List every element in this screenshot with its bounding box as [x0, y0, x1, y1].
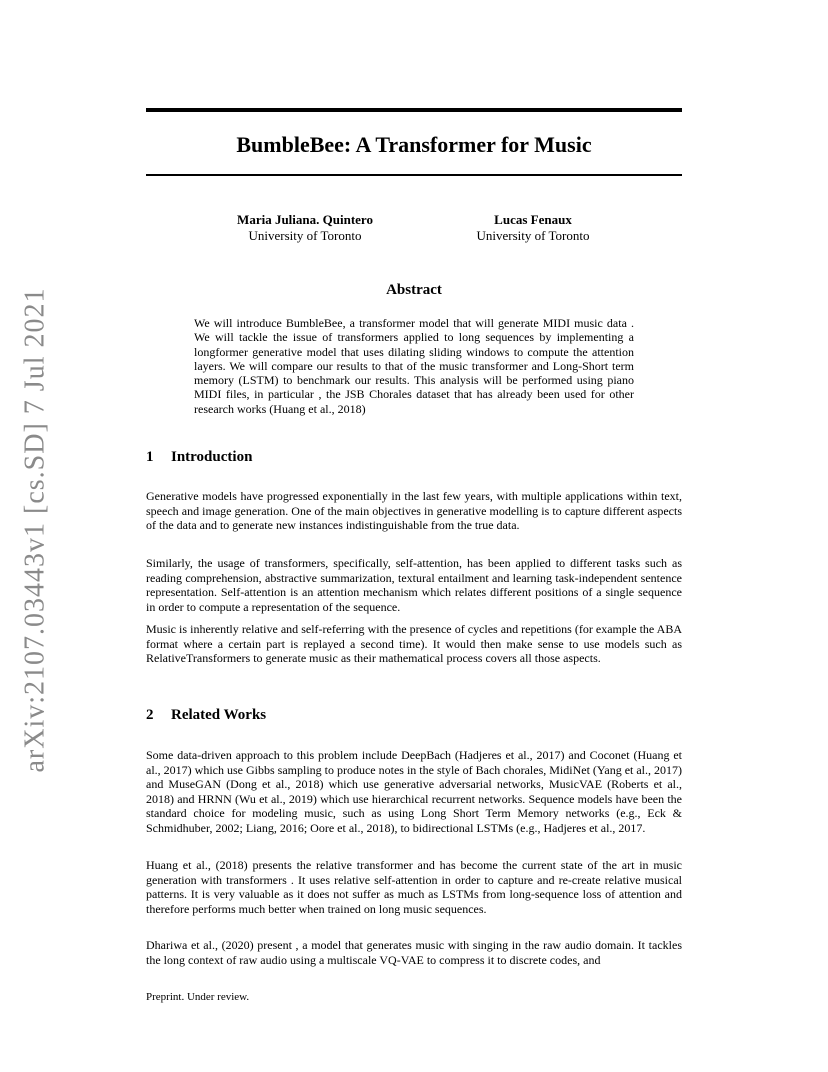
author-block-2	[455, 212, 611, 244]
paragraph: Some data-driven approach to this problem include DeepBach (Hadjeres et al., 2017) and Coconet (Huang et al., 2017) which use Gibbs sampling to produce notes in the style of Bach chorales, MidiNet (Yang et al., 2017) and MuseGAN (Dong et al., 2018) which use generative adversarial networks, MusicVAE (Roberts et al., 2018) and HRNN (Wu et al., 2019) which use hierarchical recurrent networks. Sequence models have been the standard choice for modeling music, such as using Long Short Term Memory networks (e.g., Eck & Schmidhuber, 2002; Liang, 2016; Oore et al., 2018), to bidirectional LSTMs (e.g., Hadjeres et al., 2017.	[146, 748, 683, 835]
section-title: Introduction	[171, 449, 253, 465]
paragraph: Generative models have progressed exponentially in the last few years, with multiple applications within text, speech and image generation. One of the main objectives in generative modelling is to capture different aspects of the data and to generate new instances indistinguishable from the true data.	[146, 489, 682, 533]
section-number: 2	[146, 707, 154, 723]
section-title: Related Works	[171, 707, 267, 723]
footer-note: Preprint. Under review.	[146, 991, 250, 1003]
paragraph: Huang et al., (2018) presents the relative transformer and has become the current state of the art in music generation with transformers . It uses relative self-attention in order to capture and re-create relative musical patterns. It is very valuable as it does not suffer as much as LSTMs from long-sequence loss of attention and therefore performs much better when trained on long music sequences.	[146, 858, 682, 916]
title-rule-top	[146, 108, 682, 112]
author-block-1	[220, 212, 390, 244]
abstract-heading: Abstract	[386, 282, 442, 298]
section-heading-introduction	[146, 448, 252, 466]
arxiv-stamp-text: arXiv:2107.03443v1 [cs.SD] 7 Jul 2021	[19, 287, 51, 773]
arxiv-stamp	[10, 287, 60, 773]
author-name: Lucas Fenaux	[494, 212, 572, 227]
section-number: 1	[146, 449, 154, 465]
abstract-text: We will introduce BumbleBee, a transformer model that will generate MIDI music data . We will tackle the issue of transformers applied to long sequences by implementing a longformer generative model that uses dilating sliding windows to compute the attention layers. We will compare our results to that of the music transformer and Long-Short term memory (LSTM) to benchmark our results. This analysis will be performed using piano MIDI files, in particular , the JSB Chorales dataset that has already been used for other research works (Huang et al., 2018)	[194, 316, 634, 416]
section-heading-related-works	[146, 706, 266, 724]
title-rule-bottom	[146, 174, 682, 176]
paragraph: Dhariwa et al., (2020) present , a model that generates music with singing in the raw audio domain. It tackles the long context of raw audio using a multiscale VQ-VAE to compress it to discrete codes, and	[146, 938, 682, 967]
author-name: Maria Juliana. Quintero	[237, 212, 373, 227]
paper-title: BumbleBee: A Transformer for Music	[236, 132, 592, 157]
author-affiliation: University of Toronto	[248, 228, 362, 243]
paragraph: Music is inherently relative and self-referring with the presence of cycles and repetitions (for example the ABA format where a certain part is replayed a second time). It would then make sense to use models such as RelativeTransformers to generate music as their mathematical process covers all those aspects.	[146, 622, 682, 666]
paragraph: Similarly, the usage of transformers, specifically, self-attention, has been applied to different tasks such as reading comprehension, abstractive summarization, textural entailment and learning task-independent sentence representation. Self-attention is an attention mechanism which relates different positions of a single sequence in order to compute a representation of the sequence.	[146, 556, 682, 614]
author-affiliation: University of Toronto	[476, 228, 590, 243]
